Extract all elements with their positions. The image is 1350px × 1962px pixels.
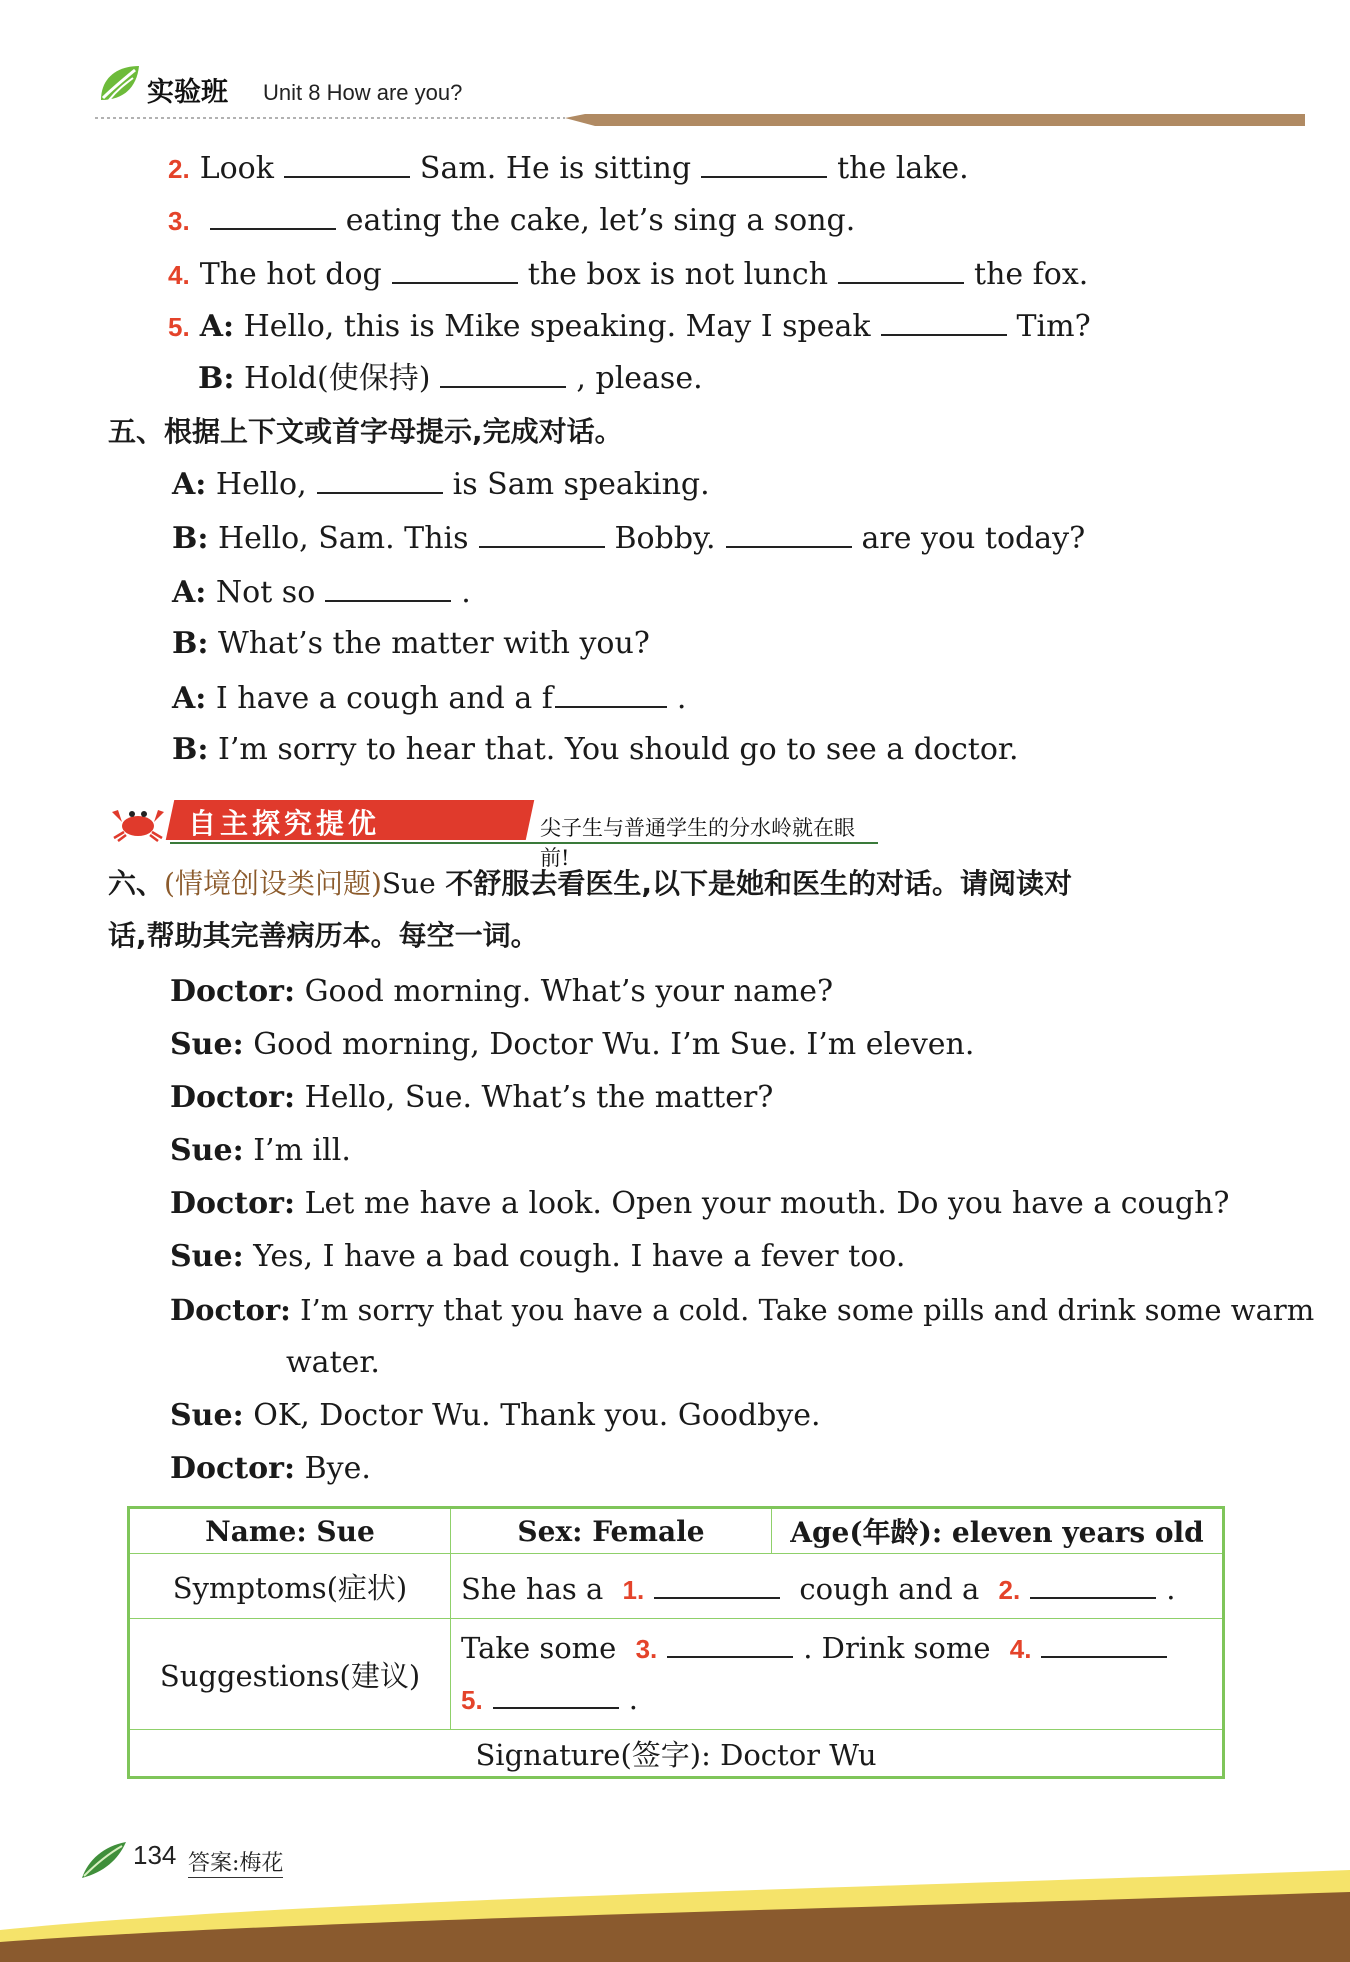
cell-text: She has a <box>461 1571 604 1606</box>
dialogue-line <box>170 1184 1230 1224</box>
answer-note: 答案:梅花 <box>188 1846 283 1878</box>
sex-cell: Sex: Female <box>451 1508 772 1554</box>
unit-title: Unit 8 How are you? <box>263 80 463 105</box>
suggestions-line-2 <box>461 1674 1212 1725</box>
dialogue-line <box>170 1290 1314 1330</box>
speaker-label: Sue: <box>170 1027 244 1062</box>
dialogue-text: is Sam speaking. <box>452 467 710 502</box>
question-text: The hot dog <box>199 257 382 292</box>
symptoms-row <box>129 1554 1224 1619</box>
answer-blank[interactable] <box>479 516 605 548</box>
cell-text: Take some <box>461 1631 617 1665</box>
page-header <box>95 60 1305 130</box>
speaker-label: Sue: <box>170 1133 244 1168</box>
blank-number: 5. <box>461 1685 483 1715</box>
signature-row <box>129 1730 1224 1778</box>
section5-title: 五、根据上下文或首字母提示,完成对话。 <box>108 415 623 448</box>
dialogue-line <box>170 972 833 1012</box>
answer-blank[interactable] <box>325 570 451 602</box>
section6-tag: (情境创设类问题) <box>164 867 382 900</box>
question-text: Sam. He is sitting <box>419 151 692 186</box>
answer-blank[interactable] <box>493 1677 619 1709</box>
dialogue-line <box>172 624 650 664</box>
brand-label: 实验班 <box>147 77 228 108</box>
answer-blank[interactable] <box>440 356 566 388</box>
speaker-label: B: <box>172 626 209 661</box>
banner-underline <box>170 842 878 844</box>
question-text: the fox. <box>974 257 1089 292</box>
medical-record-table <box>127 1506 1225 1779</box>
question-number: 3. <box>168 206 190 236</box>
dialogue-line <box>170 1237 905 1277</box>
section6-number: 六、 <box>108 867 165 900</box>
answer-blank[interactable] <box>284 146 410 178</box>
dialogue-text: Hello, Sam. This <box>217 521 469 556</box>
suggestions-row <box>129 1619 1224 1730</box>
blank-number: 4. <box>1009 1634 1032 1664</box>
section6-title-line2: 话,帮助其完善病历本。每空一词。 <box>108 919 539 952</box>
dialogue-line <box>170 1025 974 1065</box>
speaker-label: Doctor: <box>170 974 296 1009</box>
symptoms-label: Symptoms(症状) <box>129 1554 451 1619</box>
question-text: Hold(使保持) <box>243 361 431 396</box>
question-3 <box>168 198 855 241</box>
suggestions-line-1 <box>461 1623 1212 1674</box>
exploration-banner <box>108 798 878 870</box>
speaker-label: B: <box>172 521 209 556</box>
dialogue-line <box>172 462 710 505</box>
speaker-label: A: <box>172 575 207 610</box>
question-text: Tim? <box>1016 309 1091 344</box>
dialogue-text: Hello, Sue. What’s the matter? <box>304 1080 774 1115</box>
question-2 <box>168 146 969 189</box>
blank-number: 2. <box>998 1574 1021 1605</box>
dialogue-text: I have a cough and a f <box>215 681 553 716</box>
question-text: Hello, this is Mike speaking. May I speak <box>243 309 871 344</box>
section6-title-text: 不舒服去看医生,以下是她和医生的对话。请阅读对 <box>435 867 1073 900</box>
dialogue-text: Bye. <box>304 1451 371 1486</box>
speaker-label: B: <box>172 732 209 767</box>
answer-blank[interactable] <box>654 1567 780 1599</box>
answer-blank[interactable] <box>667 1626 793 1658</box>
crab-icon <box>108 802 168 842</box>
leaf-footer-icon <box>78 1838 130 1882</box>
dialogue-text: Good morning, Doctor Wu. I’m Sue. I’m eleven. <box>253 1027 975 1062</box>
name-cell: Name: Sue <box>129 1508 451 1554</box>
age-cell: Age(年龄): eleven years old <box>772 1508 1224 1554</box>
answer-blank[interactable] <box>210 198 336 230</box>
dialogue-line <box>170 1396 821 1436</box>
question-5a <box>168 304 1091 347</box>
dialogue-line <box>170 1131 351 1171</box>
answer-blank[interactable] <box>1041 1626 1167 1658</box>
dialogue-text: I’m sorry to hear that. You should go to see a doctor. <box>217 732 1019 767</box>
speaker-label: Sue: <box>170 1239 244 1274</box>
dialogue-line-continued: water. <box>286 1345 380 1380</box>
leaf-logo-icon <box>95 60 143 108</box>
banner-title: 自主探究提优 <box>188 807 381 840</box>
blank-number: 3. <box>635 1634 658 1664</box>
question-number: 2. <box>168 154 190 184</box>
question-number: 5. <box>168 312 190 342</box>
dialogue-line <box>170 1078 773 1118</box>
dialogue-text: Hello, <box>215 467 307 502</box>
question-text: eating the cake, let’s sing a song. <box>345 203 856 238</box>
dialogue-text: Not so <box>215 575 316 610</box>
question-number: 4. <box>168 260 190 290</box>
section6-title <box>108 864 1072 904</box>
blank-number: 1. <box>622 1574 645 1605</box>
speaker-label: Sue: <box>170 1398 244 1433</box>
dialogue-text: . <box>676 681 687 716</box>
dialogue-text: I’m sorry that you have a cold. Take some pills and drink some warm <box>300 1293 1315 1327</box>
answer-blank[interactable] <box>881 304 1007 336</box>
dialogue-text: I’m ill. <box>253 1133 351 1168</box>
suggestions-cell <box>451 1619 1224 1730</box>
question-5b <box>198 356 703 399</box>
answer-blank[interactable] <box>838 252 964 284</box>
speaker-label: Doctor: <box>170 1080 296 1115</box>
speaker-label: A: <box>172 467 207 502</box>
dialogue-text: Bobby. <box>614 521 716 556</box>
question-text: Look <box>199 151 274 186</box>
question-text: the lake. <box>837 151 969 186</box>
question-4 <box>168 252 1088 295</box>
question-text: the box is not lunch <box>527 257 829 292</box>
dialogue-text: OK, Doctor Wu. Thank you. Goodbye. <box>253 1398 821 1433</box>
dialogue-text: Let me have a look. Open your mouth. Do you have a cough? <box>304 1186 1230 1221</box>
signature-cell: Signature(签字): Doctor Wu <box>129 1730 1224 1778</box>
speaker-label: A: <box>199 309 235 344</box>
banner-subtitle: 尖子生与普通学生的分水岭就在眼前! <box>540 816 855 870</box>
table-header-row <box>129 1508 1224 1554</box>
cell-text: . <box>628 1682 638 1716</box>
speaker-label: Doctor: <box>170 1451 296 1486</box>
speaker-label: B: <box>198 361 235 396</box>
answer-blank[interactable] <box>317 462 443 494</box>
dialogue-line <box>172 516 1085 559</box>
dialogue-text: Good morning. What’s your name? <box>304 974 834 1009</box>
answer-blank[interactable] <box>726 516 852 548</box>
dialogue-text: are you today? <box>861 521 1086 556</box>
dialogue-text: Yes, I have a bad cough. I have a fever too. <box>253 1239 906 1274</box>
dialogue-line <box>172 676 686 719</box>
dialogue-line <box>170 1449 371 1489</box>
header-divider <box>95 114 1305 134</box>
cell-text: cough and a <box>799 1571 980 1606</box>
answer-blank[interactable] <box>392 252 518 284</box>
suggestions-label: Suggestions(建议) <box>129 1619 451 1730</box>
dialogue-text: . <box>461 575 471 610</box>
speaker-label: Doctor: <box>170 1186 296 1221</box>
answer-blank[interactable] <box>701 146 827 178</box>
dialogue-text: What’s the matter with you? <box>217 626 650 661</box>
dialogue-line <box>172 570 471 613</box>
answer-blank[interactable] <box>1030 1567 1156 1599</box>
cell-text: . Drink some <box>803 1631 991 1665</box>
answer-blank[interactable] <box>555 676 667 708</box>
dialogue-line <box>172 730 1019 770</box>
cell-text: . <box>1166 1571 1176 1606</box>
page-number: 134 <box>133 1840 177 1870</box>
question-text: , please. <box>576 361 703 396</box>
speaker-label: Doctor: <box>170 1293 291 1327</box>
section6-title-name: Sue <box>381 867 436 900</box>
symptoms-cell <box>451 1554 1224 1619</box>
speaker-label: A: <box>172 681 207 716</box>
